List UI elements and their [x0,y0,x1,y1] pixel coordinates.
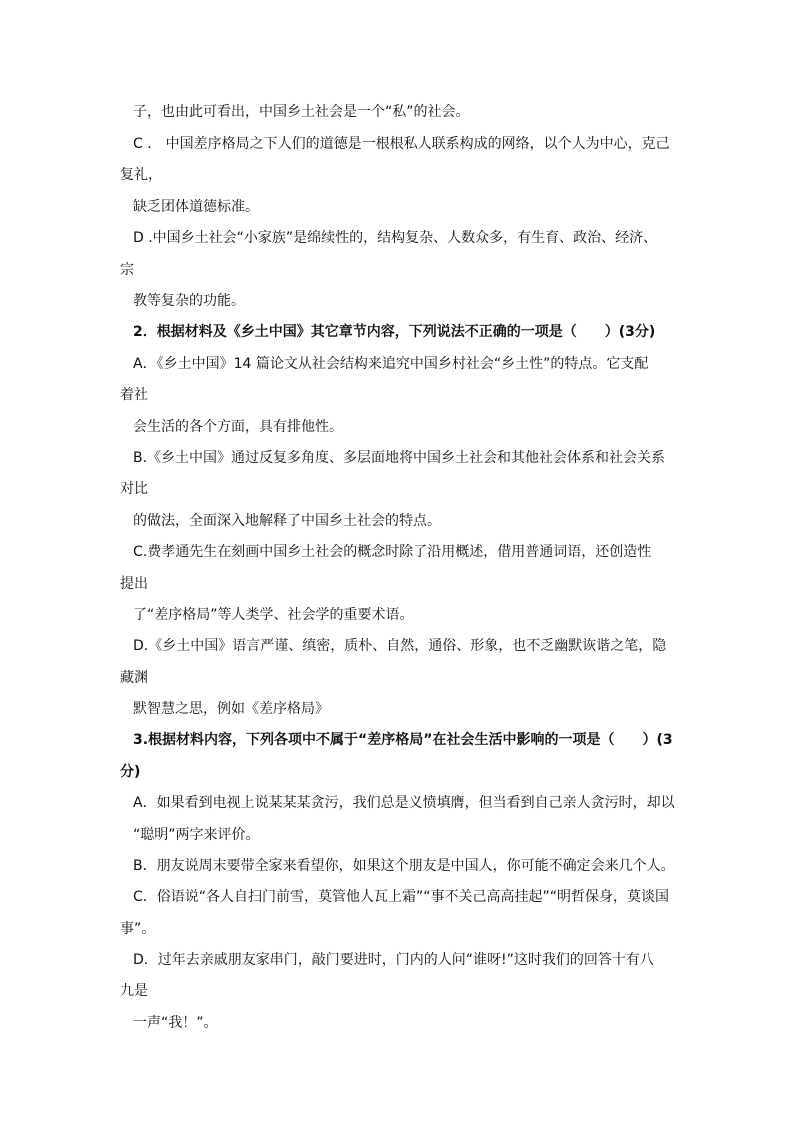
text-line: “聪明”两字来评价。 [133,827,260,843]
text-line: C．俗语说“各人自扫门前雪，莫管他人瓦上霜”“事不关己高高挂起”“明哲保身，莫谈国 [133,889,670,905]
text-line: B.《乡土中国》通过反复多角度、多层面地将中国乡土社会和其他社会体系和社会关系 [133,450,666,466]
text-line: 了“差序格局”等人类学、社会学的重要术语。 [133,607,414,623]
text-line: 分) [120,764,141,780]
text-line: D.《乡土中国》语言严谨、缜密，质朴、自然，通俗、形象，也不乏幽默诙谐之笔，隐 [133,638,667,654]
text-line: D．过年去亲戚朋友家串门，敲门要进时，门内的人问“谁呀!”这时我们的回答十有八 [133,952,654,968]
text-line: C.费孝通先生在刻画中国乡土社会的概念时除了沿用概述，借用普通词语，还创造性 [133,544,652,560]
text-line: 默智慧之思，例如《差序格局》 [133,701,329,717]
text-line: 一声“我！”。 [133,1015,218,1031]
text-line: 子，也由此可看出，中国乡土社会是一个“私”的社会。 [133,104,470,120]
text-line: A．如果看到电视上说某某某贪污，我们总是义愤填膺，但当看到自己亲人贪污时，却以 [133,795,675,811]
text-line: B．朋友说周末要带全家来看望你，如果这个朋友是中国人，你可能不确定会来几个人。 [133,858,675,874]
text-line: 对比 [120,481,148,497]
text-line: 事”。 [120,921,156,937]
text-line: 2．根据材料及《乡土中国》其它章节内容，下列说法不正确的一项是（ ）(3分) [133,324,656,340]
text-line: 复礼， [120,167,162,183]
text-line: D .中国乡土社会“小家族”是绵续性的，结构复杂、人数众多，有生育、政治、经济、 [133,230,658,246]
text-line: C ． 中国差序格局之下人们的道德是一根根私人联系构成的网络，以个人为中心，克己 [133,136,670,152]
text-line: 提出 [120,576,148,592]
text-line: 九是 [120,983,148,999]
text-line: 缺乏团体道德标准。 [133,199,259,215]
text-line: 藏渊 [120,670,148,686]
text-line: 着社 [120,387,148,403]
text-line: 会生活的各个方面，具有排他性。 [133,419,343,435]
text-line: 3.根据材料内容，下列各项中不属于“差序格局”在社会生活中影响的一项是（ ）(3 [133,732,673,748]
text-line: 的做法，全面深入地解释了中国乡土社会的特点。 [133,513,441,529]
text-line: 教等复杂的功能。 [133,293,245,309]
text-line: A．《乡土中国》14 篇论文从社会结构来追究中国乡村社会“乡土性”的特点。它支配 [133,356,649,372]
text-line: 宗 [120,262,134,278]
